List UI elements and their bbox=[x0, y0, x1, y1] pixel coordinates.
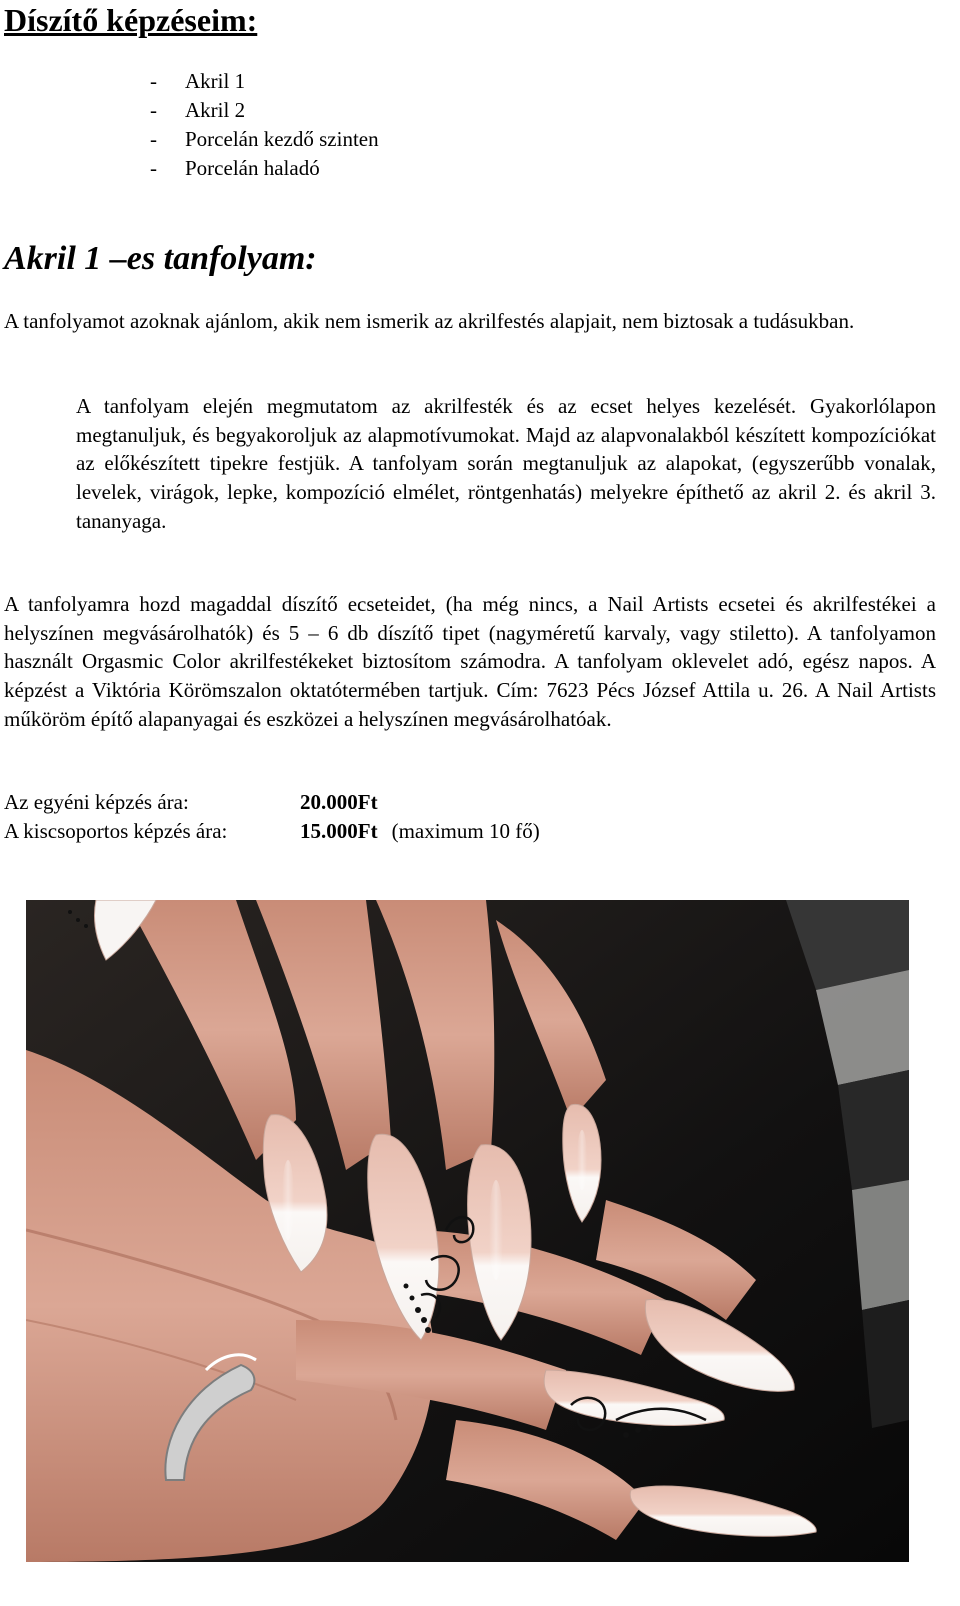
list-marker: - bbox=[150, 127, 157, 151]
price-row-individual bbox=[4, 788, 540, 817]
list-marker: - bbox=[150, 156, 157, 180]
list-marker: - bbox=[150, 69, 157, 93]
list-item-label: Akril 1 bbox=[185, 69, 246, 93]
list-item bbox=[150, 125, 379, 154]
list-item bbox=[150, 154, 379, 183]
course-description-paragraph: A tanfolyam elején megmutatom az akrilfesték és az ecset helyes kezelését. Gyakorlólapon megtanuljuk, és begyakoroljuk az alapmotívumokat. Majd az alapvonalakból készített kompozíciókat az előkészített tipekre festjük. A tanfolyam során megtanuljuk az alapokat, (egyszerűbb vonalak, levelek, virágok, lepke, kompozíció elmélet, röntgenhatás) melyekre építhető az akril 2. és akril 3. tananyaga. bbox=[76, 394, 936, 533]
list-item bbox=[150, 96, 379, 125]
list-item-label: Porcelán kezdő szinten bbox=[185, 127, 379, 151]
requirements-paragraph: A tanfolyamra hozd magaddal díszítő ecseteidet, (ha még nincs, a Nail Artists ecsetei és akrilfestékei a helyszínen megvásárolhatók) és 5 – 6 db díszítő tipet (nagyméretű karvaly, vagy stiletto). A tanfolyamon használt Orgasmic Color akrilfestékeket biztosítom számodra. A tanfolyam oklevelet adó, egész napos. A képzést a Viktória Körömszalon oktatótermében tartjuk. Cím: 7623 Pécs József Attila u. 26. A Nail Artists műköröm építő alapanyagai és eszközei a helyszínen megvásárolhatóak. bbox=[4, 592, 936, 731]
intro-paragraph: A tanfolyamot azoknak ajánlom, akik nem ismerik az akrilfestés alapjait, nem biztosak a tudásukban. bbox=[4, 309, 855, 333]
list-item-label: Porcelán haladó bbox=[185, 156, 320, 180]
price-label: A kiscsoportos képzés ára: bbox=[4, 819, 228, 843]
section-title: Akril 1 –es tanfolyam: bbox=[4, 240, 317, 277]
page-title: Díszítő képzéseim: bbox=[4, 2, 258, 38]
price-label: Az egyéni képzés ára: bbox=[4, 790, 189, 814]
list-item-label: Akril 2 bbox=[185, 98, 246, 122]
price-table bbox=[4, 788, 540, 846]
list-marker: - bbox=[150, 98, 157, 122]
nail-art-photo bbox=[26, 900, 909, 1562]
price-note: (maximum 10 fő) bbox=[391, 819, 540, 843]
price-value: 20.000Ft bbox=[300, 790, 378, 814]
course-list bbox=[150, 67, 379, 183]
price-value: 15.000Ft bbox=[300, 819, 378, 843]
price-row-group bbox=[4, 817, 540, 846]
list-item bbox=[150, 67, 379, 96]
